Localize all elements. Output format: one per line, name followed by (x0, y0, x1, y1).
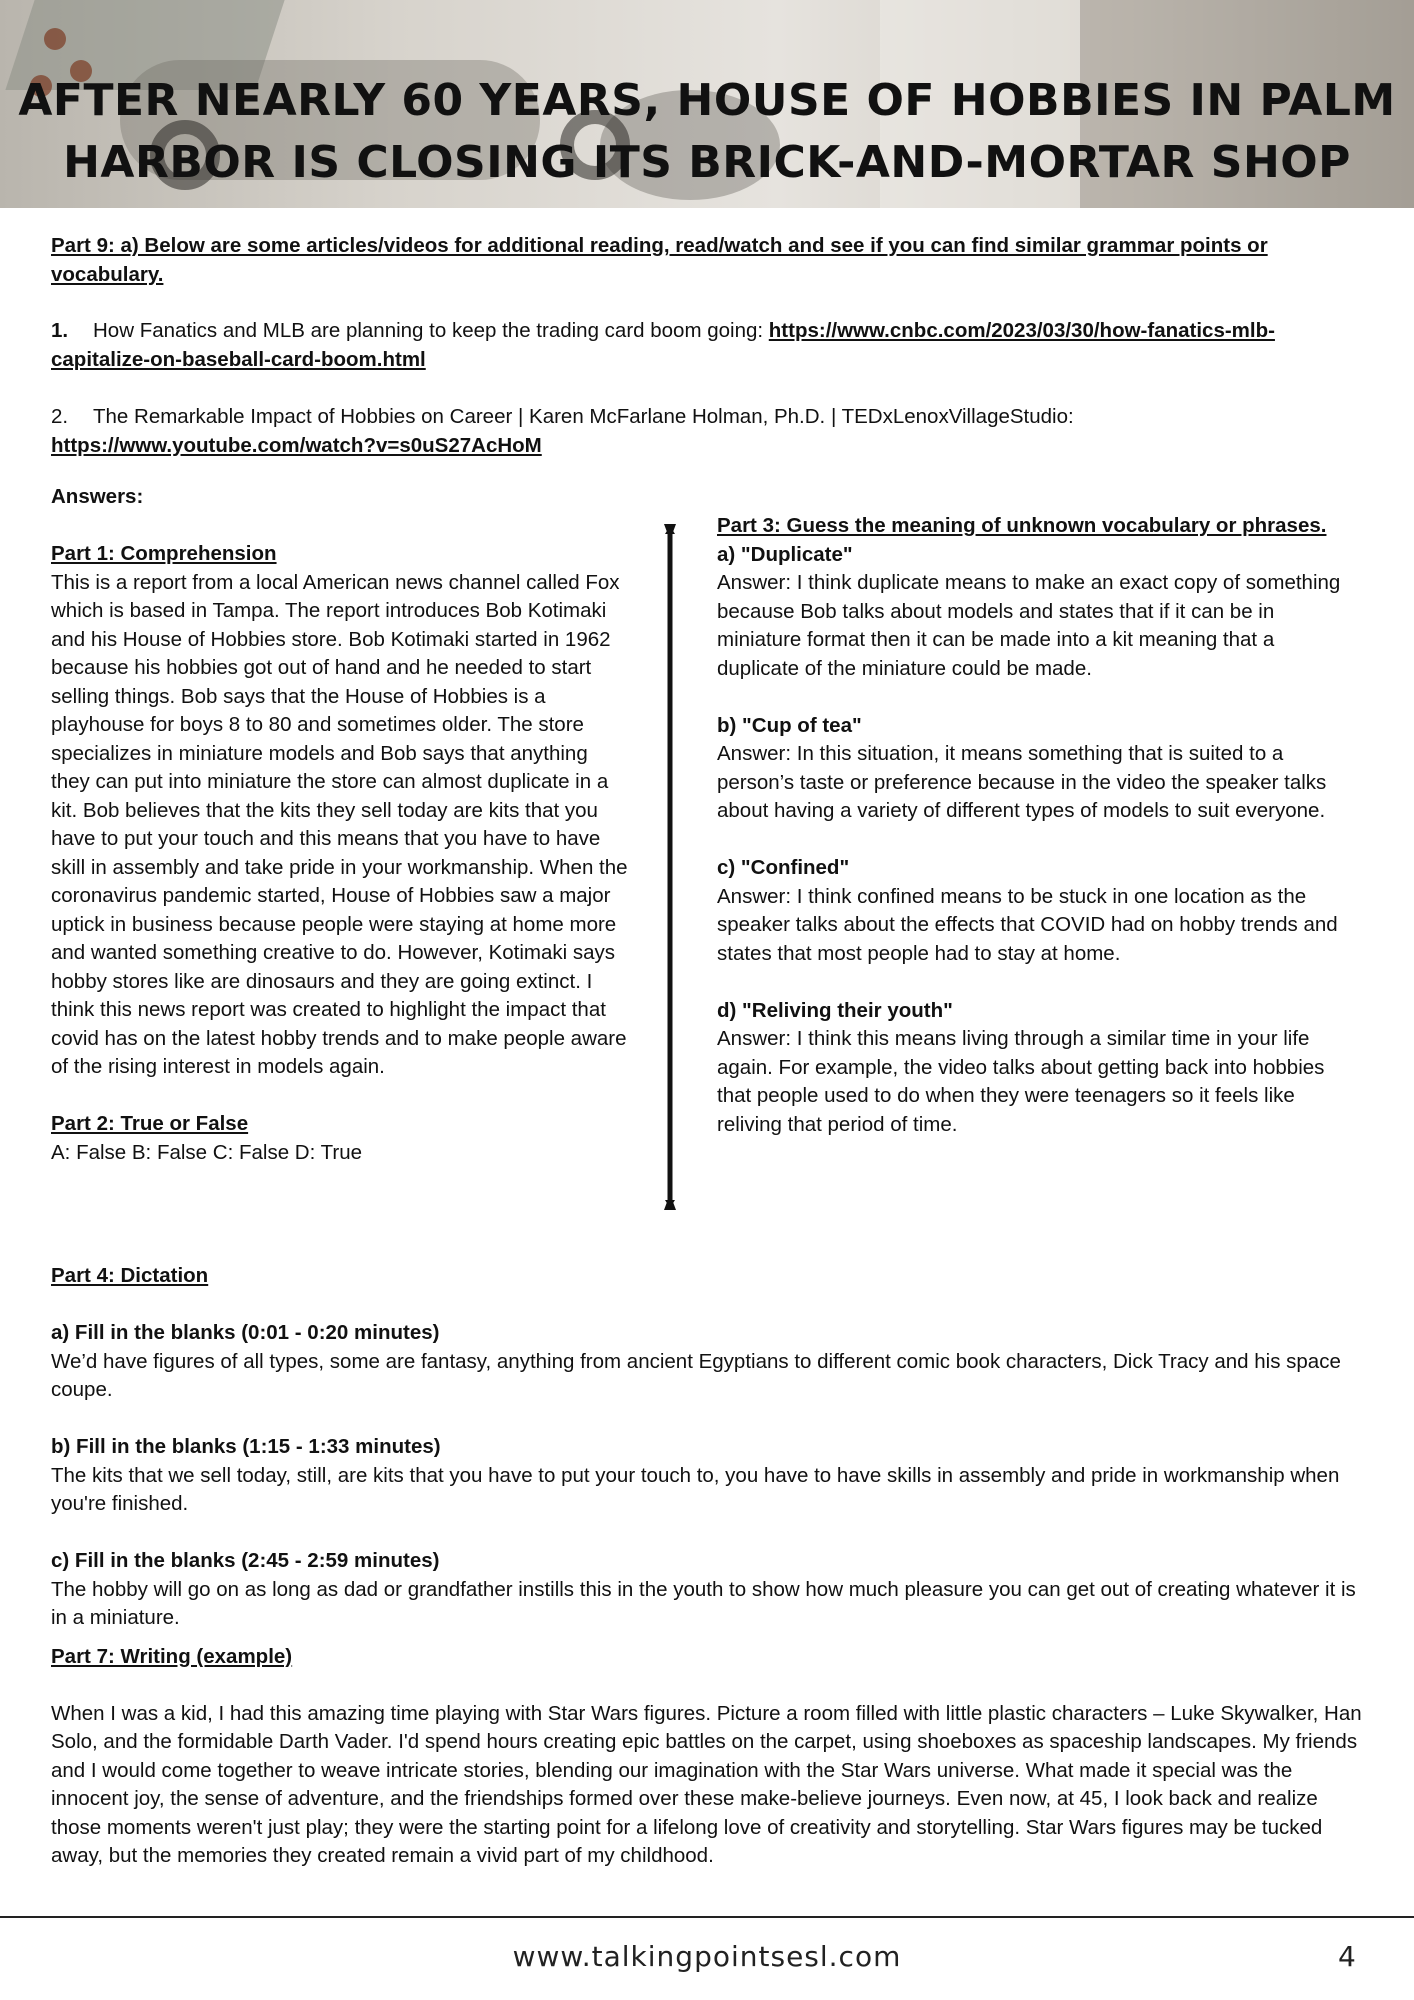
reading-item-text: The Remarkable Impact of Hobbies on Career | Karen McFarlane Holman, Ph.D. | TEDxLenoxVillageStudio: (93, 405, 1074, 428)
reading-item-number: 1. (51, 319, 69, 342)
dictation-label: b) Fill in the blanks (1:15 - 1:33 minutes) (51, 1435, 441, 1458)
part2-answers: A: False B: False C: False D: True (51, 1140, 363, 1164)
answers-label: Answers: (51, 485, 144, 508)
left-column (51, 540, 631, 1167)
part4-heading: Part 4: Dictation (51, 1264, 209, 1287)
dictation-label: a) Fill in the blanks (0:01 - 0:20 minutes) (51, 1321, 440, 1344)
model-part (44, 28, 66, 50)
vocab-answer: Answer: I think duplicate means to make an exact copy of something because Bob talks about models and states that if it can be in miniature format then it can be made into a kit meaning that a duplicate of the miniature could be made. (717, 571, 1341, 680)
page-title-line-2: HARBOR IS CLOSING ITS BRICK-AND-MORTAR SHOP (63, 137, 1351, 188)
reading-item-2 (51, 403, 1371, 460)
part7-body: When I was a kid, I had this amazing time playing with Star Wars figures. Picture a room filled with little plastic characters – Luke Skywalker, Han Solo, and the formidable Darth Vader. I'd spend hours creating epic battles on the carpet, using shoeboxes as spaceship landscapes. My friends and I would come together to weave intricate stories, blending our imagination with the Star Wars universe. What made it special was the innocent joy, the sense of adventure, and the friendships formed over these make-believe journeys. Even now, at 45, I look back and realize those moments weren't just play; they were the starting point for a lifelong love of creativity and storytelling. Star Wars figures may be tucked away, but the memories they created remain a vivid part of my childhood. (51, 1701, 1362, 1867)
reading-item-link[interactable]: https://www.cnbc.com/2023/03/30/how-fanatics-mlb-capitalize-on-baseball-card-boom.html (51, 319, 1275, 371)
vocab-term: d) "Reliving their youth" (717, 998, 953, 1022)
vocab-answer: Answer: I think this means living through a similar time in your life again. For example, the video talks about getting back into hobbies that people used to do when they were teenagers so it feels like reliving that period of time. (717, 1027, 1325, 1136)
part9-intro: Part 9: a) Below are some articles/videos for additional reading, read/watch and see if you can find similar grammar points or vocabulary. (51, 234, 1268, 286)
dictation-text: The kits that we sell today, still, are kits that you have to put your touch to, you have to have skills in assembly and pride in workmanship when you're finished. (51, 1463, 1340, 1515)
vocab-answer: Answer: I think confined means to be stuck in one location as the speaker talks about the effects that COVID had on hobby trends and states that most people had to stay at home. (717, 884, 1338, 965)
dictation-label: c) Fill in the blanks (2:45 - 2:59 minutes) (51, 1549, 440, 1572)
right-column (717, 512, 1357, 1139)
column-divider (664, 524, 676, 1210)
part4-section (51, 1262, 1371, 1871)
part7-heading: Part 7: Writing (example) (51, 1644, 293, 1668)
part1-body: This is a report from a local American news channel called Fox which is based in Tampa. The report introduces Bob Kotimaki and his House of Hobbies store. Bob Kotimaki started in 1962 because his hobbies got out of hand and he needed to start selling things. Bob says that the House of Hobbies is a playhouse for boys 8 to 80 and sometimes older. The store specializes in miniature models and Bob says that anything they can put into miniature the store can almost duplicate in a kit. Bob believes that the kits they sell today are kits that you have to put your touch and this means that you have to have skill in assembly and take pride in your workmanship. When the coronavirus pandemic started, House of Hobbies saw a major uptick in business because people were staying at home more and wanted something creative to do. However, Kotimaki says hobby stores like are dinosaurs and they are going extinct. I think this news report was created to highlight the impact that covid has on the latest hobby trends and to make people aware of the rising interest in models again. (51, 570, 628, 1078)
page-title (0, 70, 1414, 194)
page-title-line-1: AFTER NEARLY 60 YEARS, HOUSE OF HOBBIES IN PALM (18, 75, 1396, 126)
reading-item-1 (51, 317, 1371, 374)
vocab-term: a) "Duplicate" (717, 542, 853, 566)
part2-heading: Part 2: True or False (51, 1112, 249, 1135)
vocab-term: c) "Confined" (717, 856, 850, 879)
vocab-term: b) "Cup of tea" (717, 713, 862, 737)
page-number: 4 (1338, 1940, 1356, 1973)
part3-heading: Part 3: Guess the meaning of unknown vocabulary or phrases. (717, 514, 1327, 537)
dictation-text: We’d have figures of all types, some are fantasy, anything from ancient Egyptians to different comic book characters, Dick Tracy and his space coupe. (51, 1349, 1341, 1401)
reading-item-number: 2. (51, 405, 69, 428)
footer-divider (0, 1916, 1414, 1918)
part1-heading: Part 1: Comprehension (51, 542, 277, 565)
reading-item-text: How Fanatics and MLB are planning to keep the trading card boom going: (93, 319, 769, 342)
reading-item-link[interactable]: https://www.youtube.com/watch?v=s0uS27AcHoM (51, 433, 542, 457)
dictation-text: The hobby will go on as long as dad or grandfather instills this in the youth to show how much pleasure you can get out of creating whatever it is in a miniature. (51, 1577, 1356, 1629)
vocab-answer: Answer: In this situation, it means something that is suited to a person’s taste or preference because in the video the speaker talks about having a variety of different types of models to suit everyone. (717, 742, 1327, 822)
footer-website: www.talkingpointsesl.com (512, 1940, 902, 1973)
